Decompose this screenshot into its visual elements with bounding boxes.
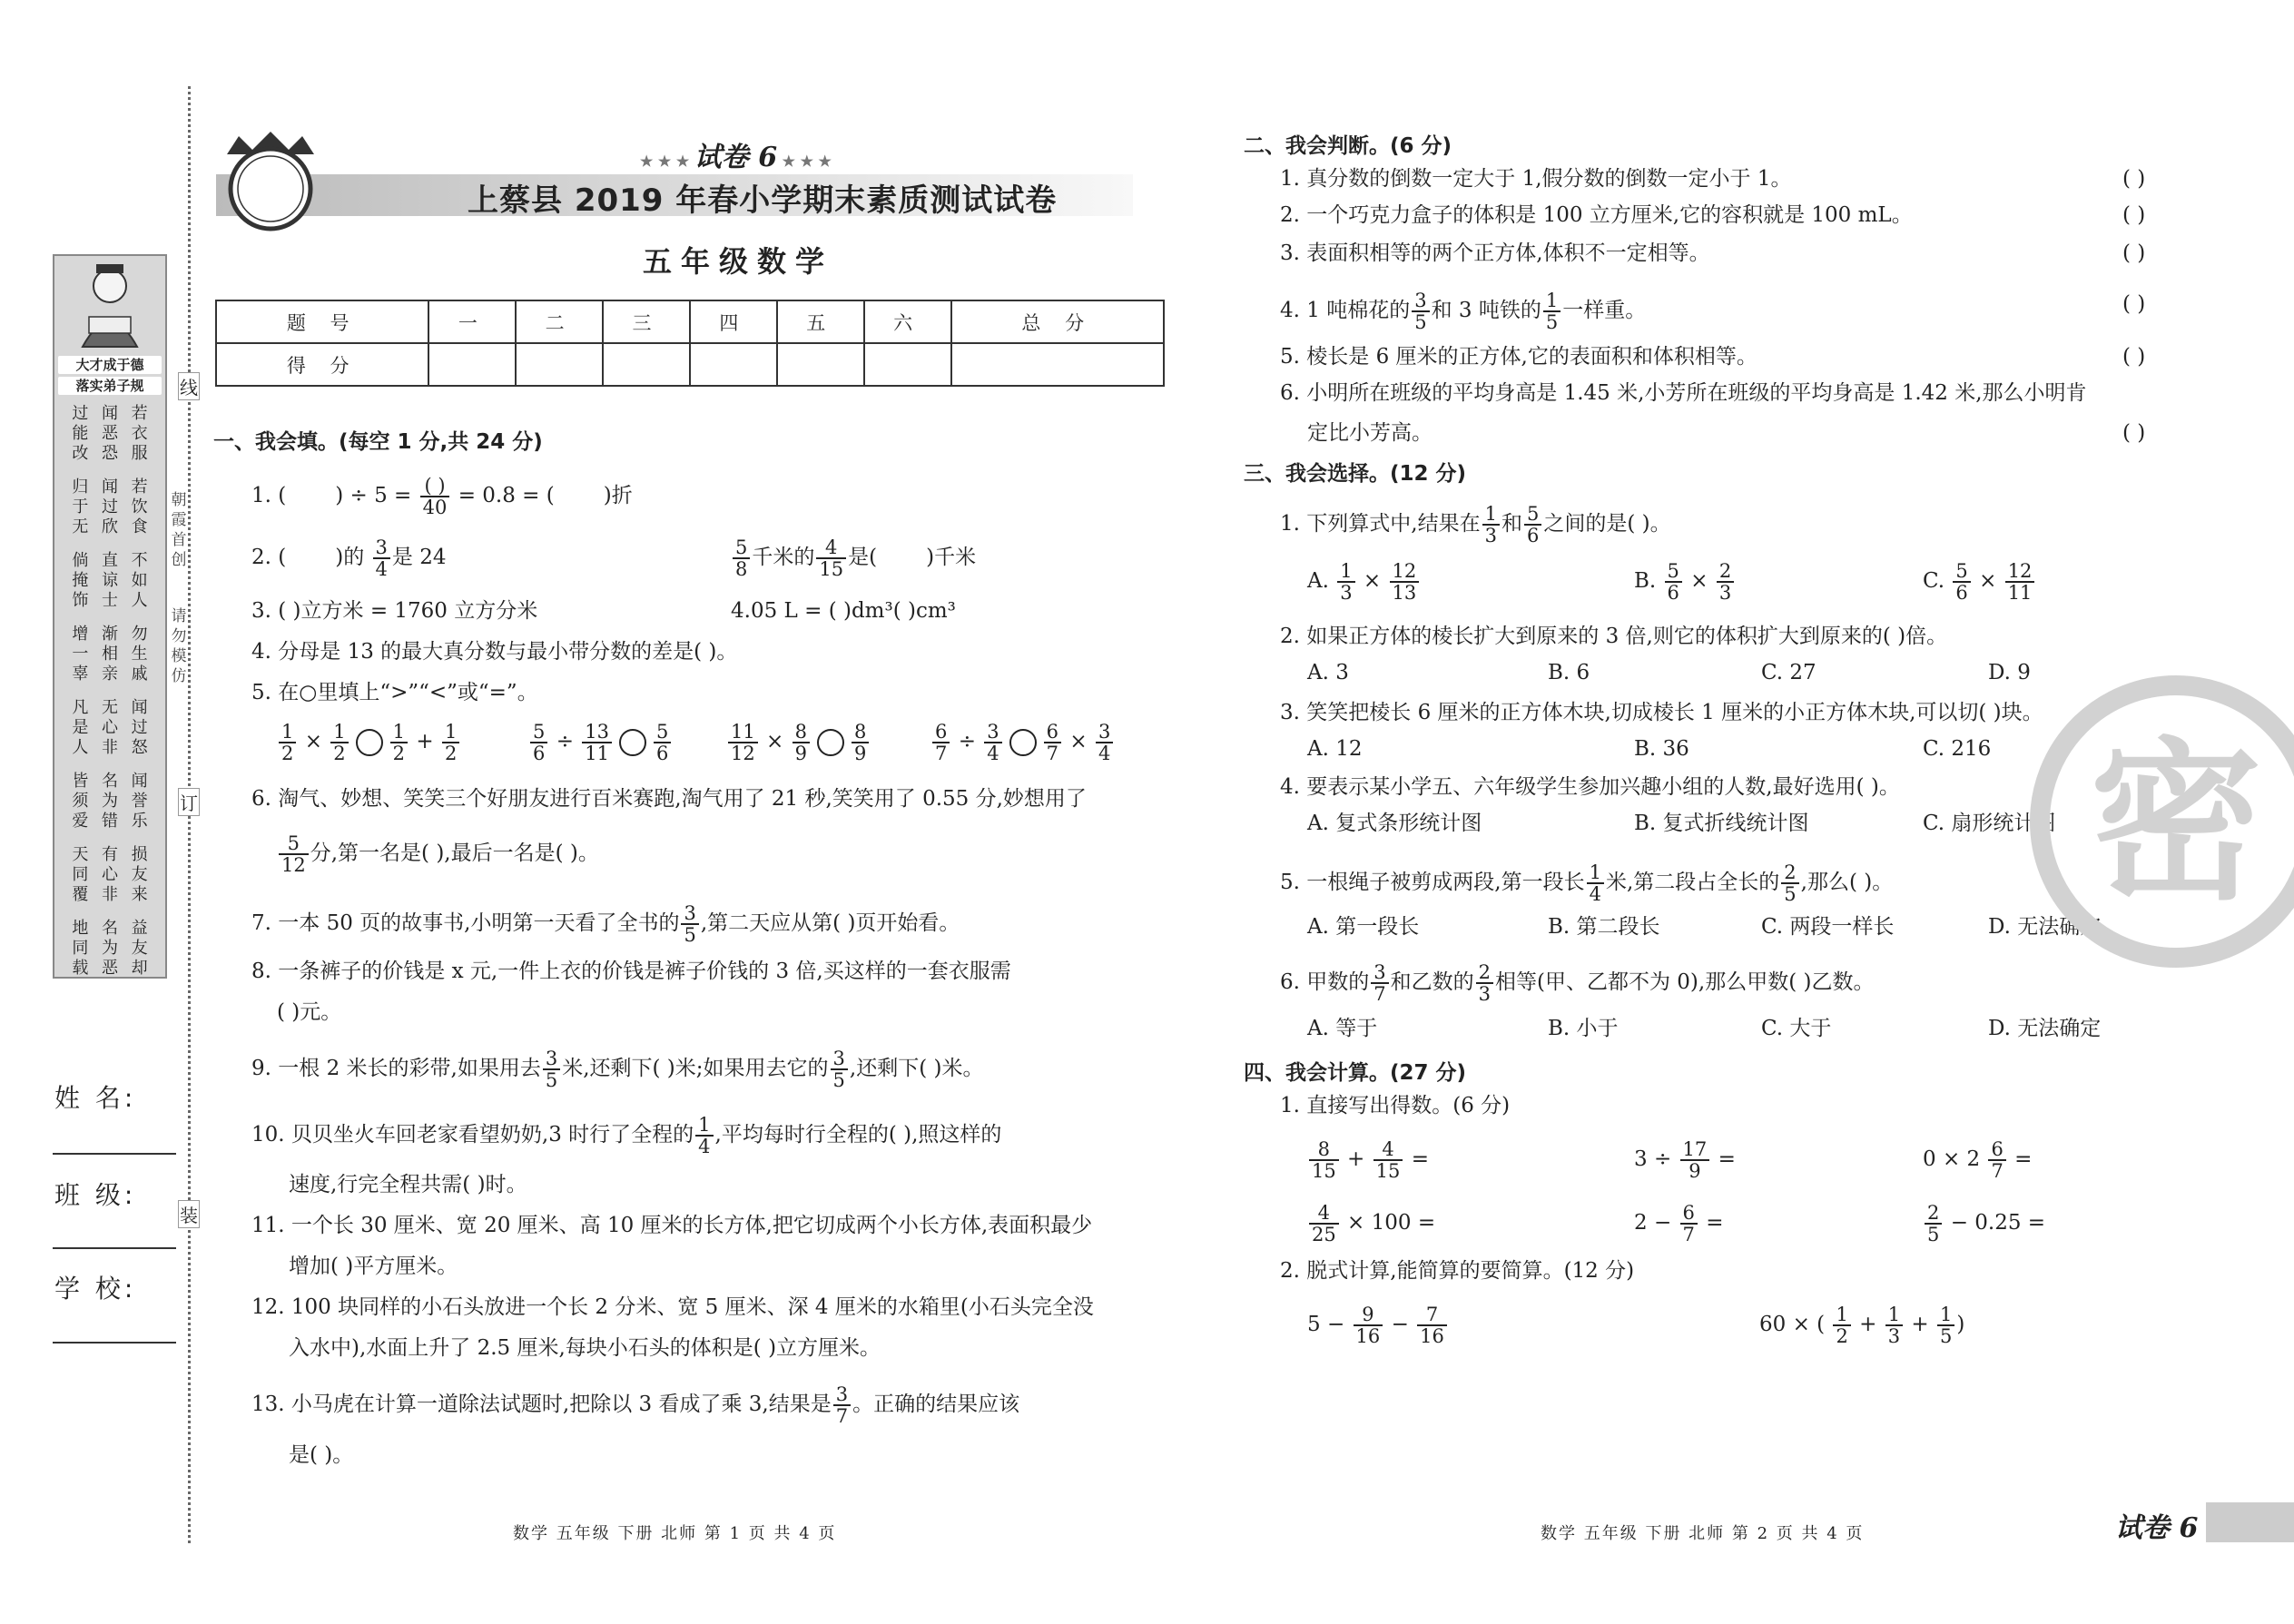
choice-option[interactable]: B. 复式折线统计图 — [1634, 812, 1809, 835]
fraction: $\frac{13}{11}$ — [582, 722, 612, 763]
judge-item: 1. 真分数的倒数一定大于 1,假分数的倒数一定小于 1。 — [1280, 167, 1792, 191]
fraction: $\frac{8}{15}$ — [1309, 1139, 1339, 1181]
choice-option[interactable]: B. $\frac{5}{6}$ × $\frac{2}{3}$ — [1634, 561, 1736, 603]
fraction: $\frac{1}{2}$ — [330, 722, 348, 763]
side-note-1: 朝霞首创 — [171, 491, 187, 569]
score-input-cell[interactable] — [603, 343, 690, 386]
corner-bar — [2206, 1502, 2294, 1542]
motto-title-2: 落实弟子规 — [58, 377, 162, 395]
school-label: 学 校: — [54, 1274, 137, 1304]
motto-column: 勿生戚 — [131, 625, 148, 684]
sec1-q1: 1. ( ) ÷ 5 = $\frac{( )}{40}$ = 0.8 = ( )折 — [251, 475, 633, 518]
motto-group — [65, 404, 154, 464]
corner-paper-tag: 试卷 6 — [2115, 1512, 2199, 1544]
fraction: $\frac{3}{4}$ — [1096, 722, 1113, 763]
compare-circle[interactable] — [817, 729, 844, 756]
choice-option[interactable]: D. 无法确定 — [1988, 915, 2102, 939]
sec3-q1: 1. 下列算式中,结果在 $\frac{1}{3}$ 和 $\frac{5}{6}$ 之间的是( )。 — [1280, 503, 1671, 546]
score-header-cell: 五 — [777, 300, 864, 343]
motto-group — [65, 919, 154, 979]
motto-column: 有心非 — [101, 845, 118, 904]
fraction: $\frac{17}{9}$ — [1680, 1139, 1710, 1181]
choice-option[interactable]: C. 扇形统计图 — [1923, 812, 2056, 835]
motto-column: 不如人 — [131, 551, 148, 610]
sec1-q11-line1: 11. 一个长 30 厘米、宽 20 厘米、高 10 厘米的长方体,把它切成两个小长方体,表面积最少 — [251, 1214, 1093, 1237]
fraction: $\frac{8}{9}$ — [793, 722, 810, 763]
judge-paren[interactable]: ( ) — [2122, 203, 2146, 227]
judge-paren[interactable]: ( ) — [2122, 241, 2146, 265]
compare-circle[interactable] — [356, 729, 383, 756]
sec1-q12-line1: 12. 100 块同样的小石头放进一个长 2 分米、宽 5 厘米、深 4 厘米的水箱里(小石头完全没 — [251, 1295, 1094, 1319]
score-input-cell[interactable] — [690, 343, 777, 386]
fraction: $\frac{1}{3}$ — [1337, 561, 1354, 603]
choice-option[interactable]: A. 第一段长 — [1307, 915, 1420, 939]
choice-option[interactable]: D. 无法确定 — [1988, 1017, 2102, 1040]
fraction: $\frac{3}{4}$ — [984, 722, 1001, 763]
sec1-q9: 9. 一根 2 米长的彩带,如果用去 $\frac{3}{5}$ 米,还剩下( )米;如果用去它的 $\frac{3}{5}$ ,还剩下( )米。 — [251, 1048, 984, 1091]
sec3-q3: 3. 笑笑把棱长 6 厘米的正方体木块,切成棱长 1 厘米的小正方体木块,可以切( )块。 — [1280, 701, 2043, 724]
motto-column: 若饮食 — [131, 477, 148, 536]
page-footer-right: 数学 五年级 下册 北师 第 2 页 共 4 页 — [1541, 1524, 1865, 1543]
fraction: $\frac{2}{5}$ — [1925, 1203, 1942, 1245]
score-header-cell: 四 — [690, 300, 777, 343]
fraction: $\frac{6}{7}$ — [1680, 1203, 1698, 1245]
score-header-cell: 六 — [864, 300, 951, 343]
choice-option[interactable]: C. 27 — [1761, 661, 1816, 684]
sec1-q5: 5. 在○里填上“>”“<”或“=”。 — [251, 681, 538, 704]
judge-item: 2. 一个巧克力盒子的体积是 100 立方厘米,它的容积就是 100 mL。 — [1280, 203, 1913, 227]
fraction: $\frac{4}{15}$ — [1373, 1139, 1403, 1181]
motto-group — [65, 551, 154, 611]
motto-column: 天同覆 — [72, 845, 89, 904]
compare-circle[interactable] — [1009, 729, 1037, 756]
compare-item: $\frac{11}{12}$ × $\frac{8}{9}$ $\frac{8}{9}$ — [726, 722, 871, 763]
choice-option[interactable]: D. 9 — [1988, 661, 2031, 684]
section-4-title: 四、我会计算。(27 分) — [1244, 1061, 1467, 1085]
fraction: $\frac{1}{2}$ — [442, 722, 459, 763]
binding-sidebar — [0, 0, 198, 1624]
fraction: $\frac{1}{2}$ — [279, 722, 296, 763]
motto-column: 渐相亲 — [101, 625, 118, 684]
choice-option[interactable]: C. $\frac{5}{6}$ × $\frac{12}{11}$ — [1923, 561, 2036, 603]
calc-item: $\frac{2}{5}$ − 0.25 = — [1923, 1203, 2045, 1245]
compare-item: $\frac{5}{6}$ ÷ $\frac{13}{11}$ $\frac{5}{6}$ — [528, 722, 673, 763]
motto-group — [65, 772, 154, 832]
sec1-q2b: $\frac{5}{8}$ 千米的 $\frac{4}{15}$ 是( )千米 — [731, 537, 976, 579]
sec1-q13-line1: 13. 小马虎在计算一道除法试题时,把除以 3 看成了乘 3,结果是 $\frac{3}{7}$ 。正确的结果应该 — [251, 1383, 1020, 1427]
sec4-sub2: 2. 脱式计算,能简算的要简算。(12 分) — [1280, 1259, 1635, 1283]
fraction: $\frac{4}{25}$ — [1309, 1203, 1339, 1245]
stamp-char: 密 — [2089, 723, 2263, 923]
sec1-q10-line2: 速度,行完全程共需( )时。 — [289, 1173, 527, 1196]
sec1-q13-line2: 是( )。 — [289, 1443, 354, 1467]
score-header-cell: 一 — [428, 300, 516, 343]
sec3-q4: 4. 要表示某小学五、六年级学生参加兴趣小组的人数,最好选用( )。 — [1280, 775, 1900, 799]
motto-column: 闻誉乐 — [131, 772, 148, 831]
motto-column: 凡是人 — [72, 698, 89, 757]
score-row-label: 得 分 — [216, 343, 428, 386]
section-1-title: 一、我会填。(每空 1 分,共 24 分) — [213, 430, 543, 454]
choice-option[interactable]: B. 小于 — [1548, 1017, 1619, 1040]
choice-option[interactable]: C. 216 — [1923, 737, 1992, 761]
side-note-2: 请勿模仿 — [171, 607, 187, 685]
class-line[interactable] — [53, 1247, 176, 1249]
sec1-q2a: 2. ( )的 $\frac{3}{4}$ 是 24 — [251, 536, 447, 580]
motto-column: 益友却 — [131, 919, 148, 978]
fraction: $\frac{1}{2}$ — [390, 722, 408, 763]
motto-box — [53, 254, 167, 979]
choice-option[interactable]: B. 6 — [1548, 661, 1590, 684]
motto-column: 名为恶 — [101, 919, 118, 978]
sec1-q6-line1: 6. 淘气、妙想、笑笑三个好朋友进行百米赛跑,淘气用了 21 秒,笑笑用了 0.55 分,妙想用了 — [251, 787, 1087, 811]
score-table — [215, 300, 1165, 387]
sec2-q6-line2: 定比小芳高。 — [1307, 421, 1433, 445]
sec2-q4: 4. 1 吨棉花的 $\frac{3}{5}$ 和 3 吨铁的 $\frac{1}{5}$ 一样重。 — [1280, 290, 1647, 333]
motto-group — [65, 698, 154, 758]
choice-option[interactable]: A. 复式条形统计图 — [1307, 812, 1482, 835]
motto-column: 地同载 — [72, 919, 89, 978]
score-input-cell[interactable] — [516, 343, 603, 386]
sec1-q11-line2: 增加( )平方厘米。 — [289, 1255, 458, 1278]
score-input-cell[interactable] — [777, 343, 864, 386]
section-3-title: 三、我会选择。(12 分) — [1244, 462, 1467, 486]
compare-circle[interactable] — [619, 729, 646, 756]
choice-option[interactable]: C. 大于 — [1761, 1017, 1832, 1040]
judge-item: 3. 表面积相等的两个正方体,体积不一定相等。 — [1280, 241, 1710, 265]
school-line[interactable] — [53, 1342, 176, 1343]
motto-group — [65, 477, 154, 537]
sec4-sub2-a: 5 − $\frac{9}{16}$ − $\frac{7}{16}$ — [1307, 1304, 1449, 1346]
sec2-q4-paren[interactable]: ( ) — [2122, 292, 2146, 316]
sec3-q2: 2. 如果正方体的棱长扩大到原来的 3 倍,则它的体积扩大到原来的( )倍。 — [1280, 625, 1948, 648]
sec1-q8-line1: 8. 一条裤子的价钱是 x 元,一件上衣的价钱是裤子价钱的 3 倍,买这样的一套衣服需 — [251, 960, 1011, 983]
sec1-q8-line2: ( )元。 — [277, 1000, 342, 1024]
paper-number: ★ ★ ★ 试卷 6 ★ ★ ★ — [640, 142, 832, 173]
choice-option[interactable]: A. 3 — [1307, 661, 1349, 684]
choice-option[interactable]: B. 36 — [1634, 737, 1689, 761]
motto-column: 损友来 — [131, 845, 148, 904]
seal-tag-2: 订 — [178, 788, 200, 816]
fraction: $\frac{5}{6}$ — [1665, 561, 1682, 603]
score-header-cell: 题 号 — [216, 300, 428, 343]
motto-column: 归于无 — [72, 477, 89, 536]
fraction: $\frac{11}{12}$ — [728, 722, 758, 763]
section-2-title: 二、我会判断。(6 分) — [1244, 134, 1452, 158]
choice-option[interactable]: A. 12 — [1307, 737, 1363, 761]
score-input-cell[interactable] — [864, 343, 951, 386]
sec2-q6-paren[interactable]: ( ) — [2122, 421, 2146, 445]
score-value-row — [216, 343, 1164, 386]
sec1-q3a: 3. ( )立方米 = 1760 立方分米 — [251, 599, 538, 623]
motto-column: 过能改 — [72, 404, 89, 463]
motto-column: 倘掩饰 — [72, 551, 89, 610]
motto-column: 若衣服 — [131, 404, 148, 463]
fraction: $\frac{6}{7}$ — [1044, 722, 1061, 763]
sec2-q5-paren[interactable]: ( ) — [2122, 345, 2146, 369]
calc-item: 0 × 2 $\frac{6}{7}$ = — [1923, 1138, 2033, 1182]
motto-title-1: 大才成于德 — [58, 356, 162, 374]
sec1-q7: 7. 一本 50 页的故事书,小明第一天看了全书的 $\frac{3}{5}$ ,第二天应从第( )页开始看。 — [251, 902, 960, 946]
motto-column: 名为错 — [101, 772, 118, 831]
exam-title: 上蔡县 2019 年春小学期末素质测试试卷 — [468, 182, 1058, 219]
sec1-q4: 4. 分母是 13 的最大真分数与最小带分数的差是( )。 — [251, 640, 738, 664]
compare-item: $\frac{6}{7}$ ÷ $\frac{3}{4}$ $\frac{6}{7}$ × $\frac{3}{4}$ — [930, 722, 1115, 763]
motto-column: 直谅士 — [101, 551, 118, 610]
score-input-cell[interactable] — [951, 343, 1164, 386]
calc-item: $\frac{4}{25}$ × 100 = — [1307, 1203, 1435, 1245]
seal-tag-1: 线 — [178, 372, 200, 400]
motto-column: 无心非 — [101, 698, 118, 757]
motto-column: 闻过欣 — [101, 477, 118, 536]
judge-paren[interactable]: ( ) — [2122, 167, 2146, 191]
fraction: $\frac{5}{6}$ — [654, 722, 671, 763]
sec4-sub1: 1. 直接写出得数。(6 分) — [1280, 1094, 1511, 1117]
choice-option[interactable]: A. $\frac{1}{3}$ × $\frac{12}{13}$ — [1307, 561, 1421, 603]
brand-logo — [216, 127, 325, 231]
name-line[interactable] — [53, 1153, 176, 1155]
motto-columns — [54, 404, 165, 979]
scholar-figure-icon — [54, 256, 165, 356]
compare-item: $\frac{1}{2}$ × $\frac{1}{2}$ $\frac{1}{2}$ + $\frac{1}{2}$ — [277, 722, 461, 763]
motto-group — [65, 625, 154, 684]
fraction: $\frac{5}{6}$ — [1953, 561, 1970, 603]
sec1-q6-line2: $\frac{5}{12}$ 分,第一名是( ),最后一名是( )。 — [277, 833, 599, 875]
sec1-q12-line2: 入水中),水面上升了 2.5 厘米,每块小石头的体积是( )立方厘米。 — [289, 1336, 881, 1360]
sec1-q10-line1: 10. 贝贝坐火车回老家看望奶奶,3 时行了全程的 $\frac{1}{4}$ ,平均每时行全程的( ),照这样的 — [251, 1114, 1002, 1157]
sec4-sub2-b: 60 × ( $\frac{1}{2}$ + $\frac{1}{3}$ + $\frac{1}{5}$ ) — [1759, 1304, 1965, 1347]
fraction: $\frac{6}{7}$ — [932, 722, 950, 763]
motto-column: 闻恶恐 — [101, 404, 118, 463]
motto-group — [65, 845, 154, 905]
fraction: $\frac{5}{6}$ — [530, 722, 547, 763]
calc-item: 3 ÷ $\frac{17}{9}$ = — [1634, 1138, 1736, 1182]
subject-title: 五年级数学 — [643, 244, 834, 279]
fraction: $\frac{6}{7}$ — [1988, 1139, 2005, 1181]
score-input-cell[interactable] — [428, 343, 516, 386]
fraction: $\frac{2}{3}$ — [1717, 561, 1734, 603]
seal-tag-3: 装 — [178, 1200, 200, 1228]
choice-option[interactable]: A. 等于 — [1307, 1017, 1378, 1040]
fraction: $\frac{12}{11}$ — [2005, 561, 2035, 603]
name-label: 姓 名: — [54, 1083, 137, 1113]
page-footer-left: 数学 五年级 下册 北师 第 1 页 共 4 页 — [513, 1524, 837, 1543]
calc-item: $\frac{8}{15}$ + $\frac{4}{15}$ = — [1307, 1139, 1429, 1181]
motto-column: 闻过怒 — [131, 698, 148, 757]
fraction: $\frac{8}{9}$ — [852, 722, 869, 763]
sec3-q5: 5. 一根绳子被剪成两段,第一段长 $\frac{1}{4}$ 米,第二段占全长的 $\frac{2}{5}$ ,那么( )。 — [1280, 861, 1894, 905]
seal-stamp-watermark — [2017, 672, 2294, 971]
choice-option[interactable]: B. 第二段长 — [1548, 915, 1660, 939]
sec3-q6: 6. 甲数的 $\frac{3}{7}$ 和乙数的 $\frac{2}{3}$ 相等(甲、乙都不为 0),那么甲数( )乙数。 — [1280, 961, 1875, 1005]
fraction: $\frac{12}{13}$ — [1390, 561, 1420, 603]
motto-column: 增一辜 — [72, 625, 89, 684]
sec1-q3b: 4.05 L = ( )dm³( )cm³ — [731, 599, 956, 623]
score-header-row — [216, 300, 1164, 343]
choice-option[interactable]: C. 两段一样长 — [1761, 915, 1895, 939]
sec2-q5: 5. 棱长是 6 厘米的正方体,它的表面积和体积相等。 — [1280, 345, 1757, 369]
motto-column: 皆须爱 — [72, 772, 89, 831]
calc-item: 2 − $\frac{6}{7}$ = — [1634, 1202, 1724, 1245]
score-header-cell: 三 — [603, 300, 690, 343]
sec2-q6-line1: 6. 小明所在班级的平均身高是 1.45 米,小芳所在班级的平均身高是 1.42 米,那么小明肯 — [1280, 381, 2087, 405]
class-label: 班 级: — [54, 1180, 137, 1210]
score-header-cell: 二 — [516, 300, 603, 343]
score-header-cell: 总 分 — [951, 300, 1164, 343]
